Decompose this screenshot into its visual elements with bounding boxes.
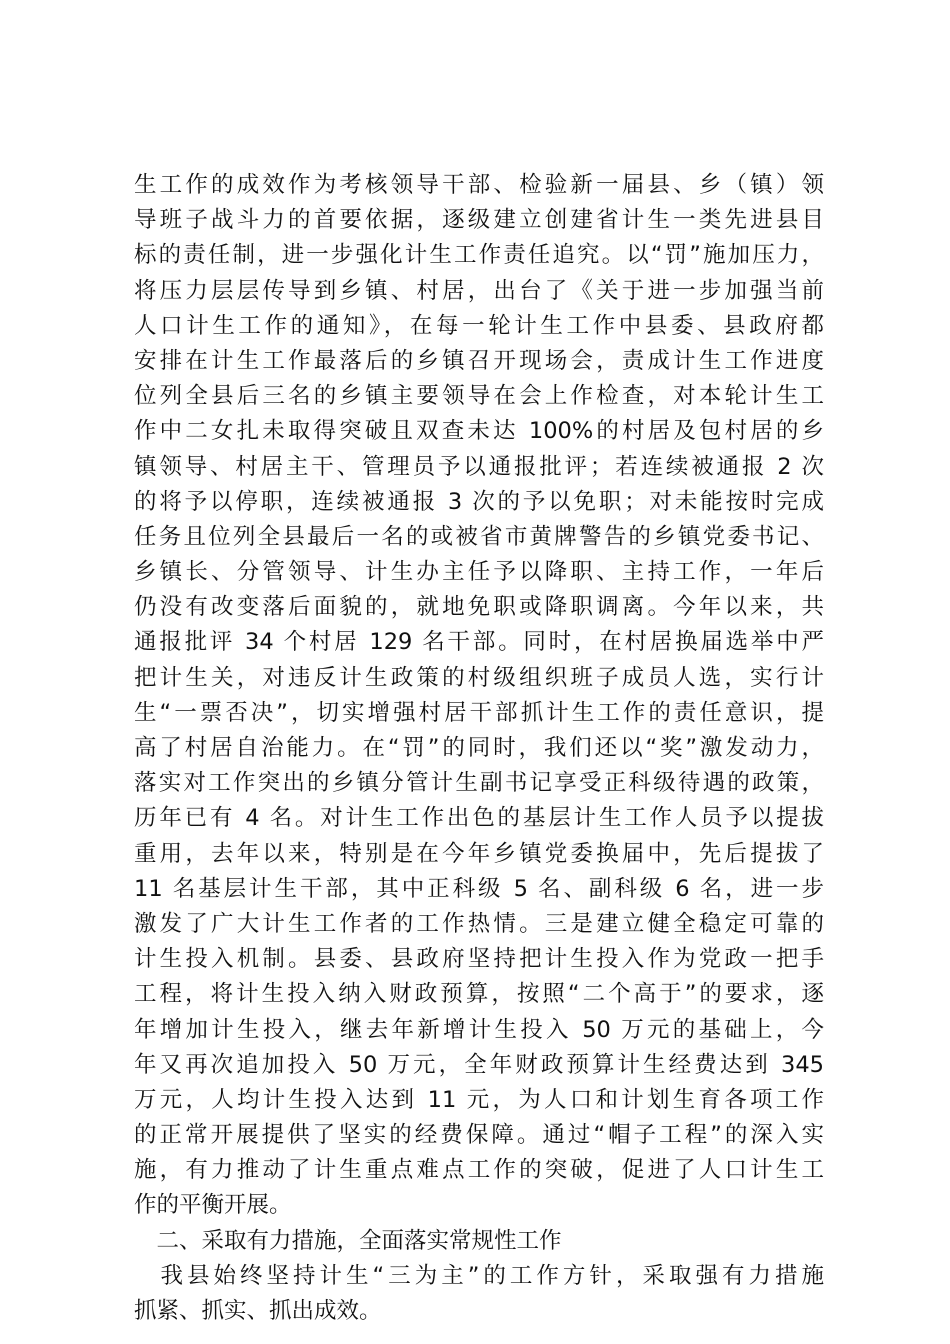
paragraph-end-line: 作的平衡开展。 — [134, 1192, 292, 1219]
text-line: 标的责任制，进一步强化计生工作责任追究。以“罚”施加压力， — [134, 242, 824, 269]
text-line: 落实对工作突出的乡镇分管计生副书记享受正科级待遇的政策， — [134, 770, 824, 797]
text-line: 的正常开展提供了坚实的经费保障。通过“帽子工程”的深入实 — [134, 1122, 824, 1149]
text-line: 将压力层层传导到乡镇、村居，出台了《关于进一步加强当前 — [134, 277, 824, 304]
text-line: 重用，去年以来，特别是在今年乡镇党委换届中，先后提拔了 — [134, 840, 824, 867]
paragraph-end-line: 抓紧、抓实、抓出成效。 — [134, 1298, 382, 1324]
text-line: 把计生关，对违反计生政策的村级组织班子成员人选，实行计 — [134, 664, 824, 691]
text-line: 导班子战斗力的首要依据，逐级建立创建省计生一类先进县目 — [134, 207, 824, 234]
text-line: 高了村居自治能力。在“罚”的同时，我们还以“奖”激发动力， — [134, 735, 824, 761]
text-line: 乡镇长、分管领导、计生办主任予以降职、主持工作，一年后 — [134, 559, 824, 586]
section-heading: 二、采取有力措施，全面落实常规性工作 — [134, 1227, 562, 1254]
text-line: 仍没有改变落后面貌的，就地免职或降职调离。今年以来，共 — [134, 594, 824, 621]
text-line: 生工作的成效作为考核领导干部、检验新一届县、乡（镇）领 — [134, 172, 824, 198]
text-line: 历年已有 4 名。对计生工作出色的基层计生工作人员予以提拔 — [134, 805, 824, 832]
document-body — [134, 168, 824, 1329]
text-line: 作中二女扎未取得突破且双查未达 100%的村居及包村居的乡 — [134, 418, 824, 445]
text-line: 年增加计生投入，继去年新增计生投入 50 万元的基础上，今 — [134, 1016, 824, 1043]
text-line: 工程，将计生投入纳入财政预算，按照“二个高于”的要求，逐 — [134, 981, 824, 1008]
text-line: 位列全县后三名的乡镇主要领导在会上作检查，对本轮计生工 — [134, 383, 824, 410]
text-line: 激发了广大计生工作者的工作热情。三是建立健全稳定可靠的 — [134, 910, 824, 937]
text-line: 计生投入机制。县委、县政府坚持把计生投入作为党政一把手 — [134, 946, 824, 973]
text-line: 镇领导、村居主干、管理员予以通报批评；若连续被通报 2 次 — [134, 453, 824, 480]
text-line: 生“一票否决”，切实增强村居干部抓计生工作的责任意识，提 — [134, 699, 824, 726]
text-line: 年又再次追加投入 50 万元，全年财政预算计生经费达到 345 — [134, 1051, 824, 1078]
text-line: 施，有力推动了计生重点难点工作的突破，促进了人口计生工 — [134, 1157, 824, 1184]
text-line: 的将予以停职，连续被通报 3 次的予以免职；对未能按时完成 — [134, 488, 824, 515]
text-line: 万元，人均计生投入达到 11 元，为人口和计划生育各项工作 — [134, 1086, 824, 1113]
text-line: 任务且位列全县最后一名的或被省市黄牌警告的乡镇党委书记、 — [134, 523, 824, 550]
text-line: 11 名基层计生干部，其中正科级 5 名、副科级 6 名，进一步 — [134, 875, 824, 902]
text-line: 通报批评 34 个村居 129 名干部。同时，在村居换届选举中严 — [134, 629, 824, 656]
text-line: 安排在计生工作最落后的乡镇召开现场会，责成计生工作进度 — [134, 347, 824, 374]
text-line: 人口计生工作的通知》，在每一轮计生工作中县委、县政府都 — [134, 312, 824, 339]
text-line: 我县始终坚持计生“三为主”的工作方针，采取强有力措施 — [134, 1262, 824, 1289]
